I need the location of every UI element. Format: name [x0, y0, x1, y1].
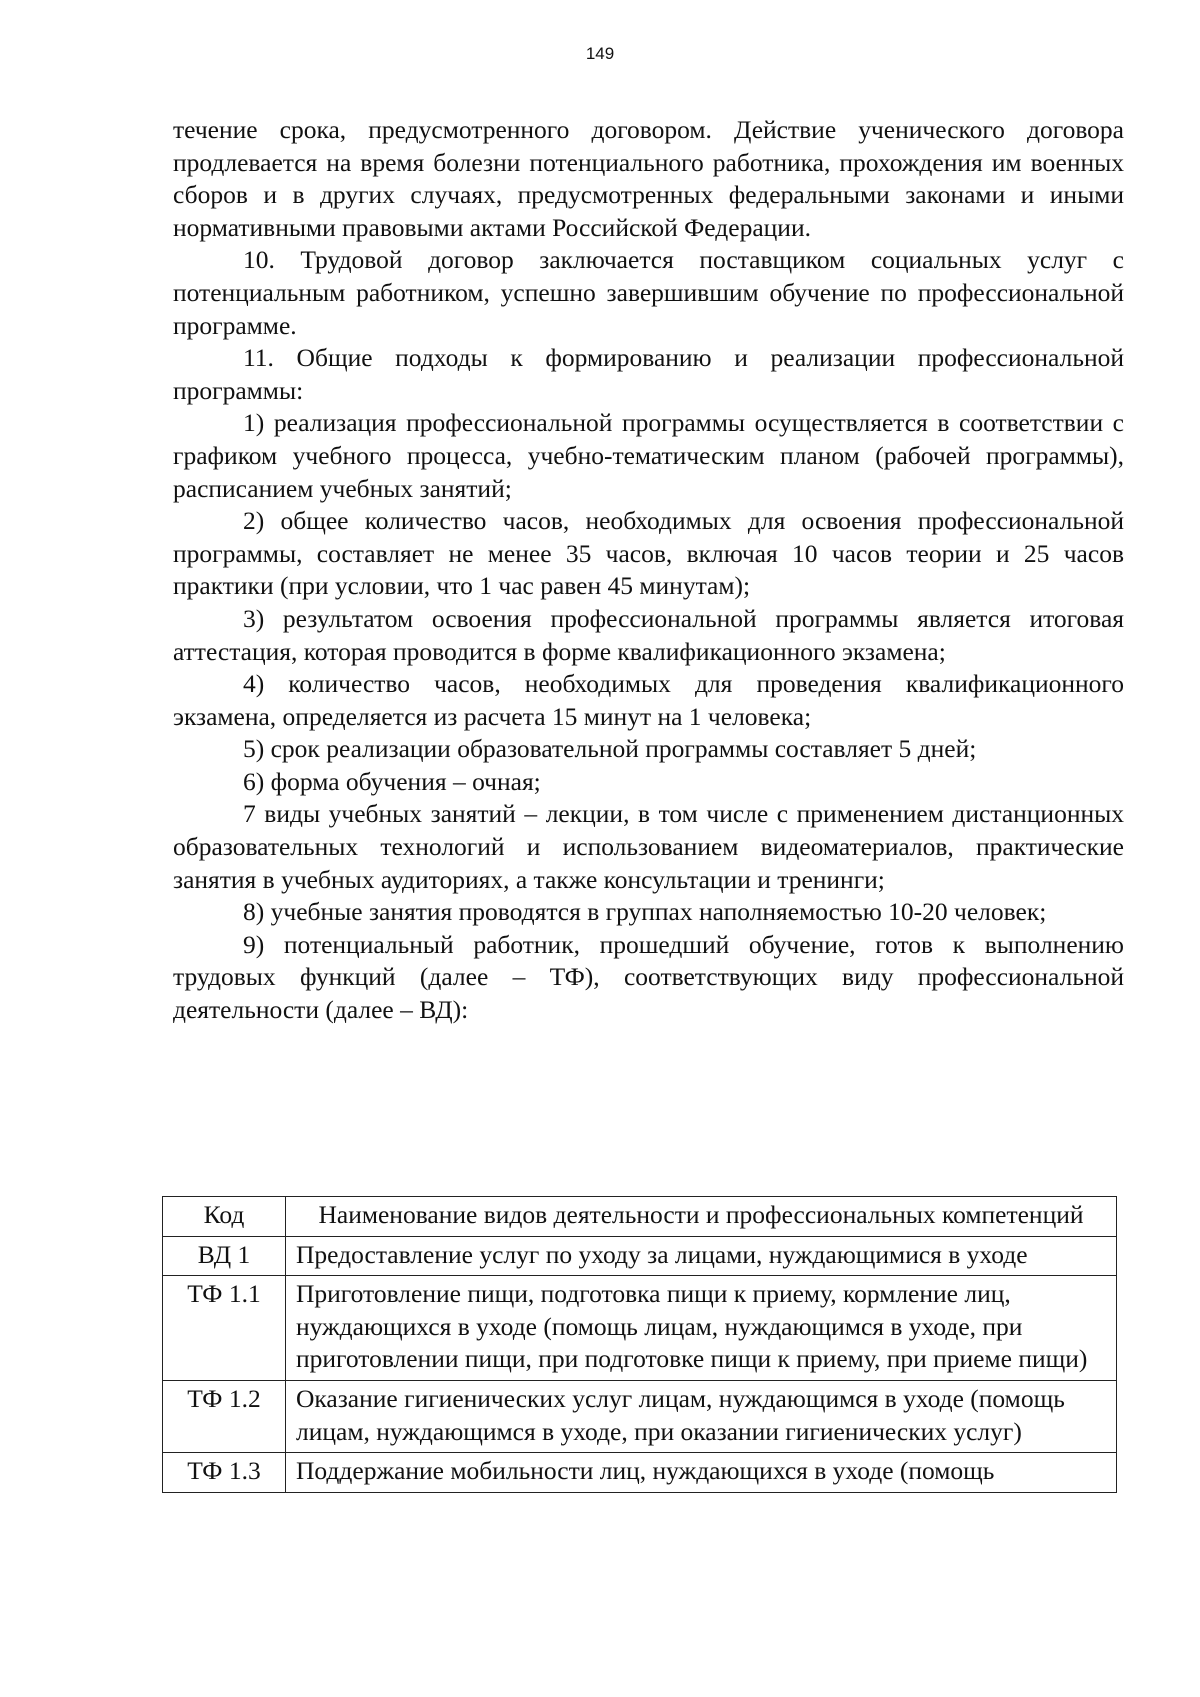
table-row	[163, 1453, 1117, 1493]
list-item: 8) учебные занятия проводятся в группах наполняемостью 10-20 человек;	[243, 897, 1047, 927]
row-name: Оказание гигиенических услуг лицам, нуждающимся в уходе (помощь лицам, нуждающимся в уходе, при оказании гигиенических услуг)	[286, 1380, 1117, 1452]
row-code: ТФ 1.2	[163, 1380, 286, 1452]
column-header-name: Наименование видов деятельности и профессиональных компетенций	[286, 1197, 1117, 1237]
row-code: ВД 1	[163, 1236, 286, 1276]
row-code: ТФ 1.1	[163, 1276, 286, 1381]
table-row	[163, 1276, 1117, 1381]
row-name: Приготовление пищи, подготовка пищи к приему, кормление лиц, нуждающихся в уходе (помощь лицам, нуждающимся в уходе, при приготовлении пищи, при подготовке пищи к приему, при приеме пищи)	[286, 1276, 1117, 1381]
list-item: 3) результатом освоения профессиональной программы является итоговая аттестация, которая проводится в форме квалификационного экзамена;	[173, 603, 1124, 666]
table-row	[163, 1380, 1117, 1452]
row-code: ТФ 1.3	[163, 1453, 286, 1493]
table-row	[163, 1236, 1117, 1276]
paragraph: 10. Трудовой договор заключается поставщиком социальных услуг с потенциальным работником, успешно завершившим обучение по профессиональной программе.	[173, 245, 1124, 340]
list-item: 6) форма обучения – очная;	[243, 766, 541, 796]
list-item: 7 виды учебных занятий – лекции, в том числе с применением дистанционных образовательных технологий и использованием видеоматериалов, практические занятия в учебных аудиториях, а также консультации и тренинги;	[173, 799, 1124, 894]
list-item: 1) реализация профессиональной программы осуществляется в соответствии с графиком учебного процесса, учебно-тематическим планом (рабочей программы), расписанием учебных занятий;	[173, 408, 1124, 503]
list-item: 9) потенциальный работник, прошедший обучение, готов к выполнению трудовых функций (далее – ТФ), соответствующих виду профессиональной деятельности (далее – ВД):	[173, 929, 1124, 1025]
list-item: 4) количество часов, необходимых для проведения квалификационного экзамена, определяется из расчета 15 минут на 1 человека;	[173, 669, 1124, 731]
competencies-table	[162, 1196, 1117, 1493]
row-name: Поддержание мобильности лиц, нуждающихся в уходе (помощь	[286, 1453, 1117, 1493]
column-header-code: Код	[163, 1197, 286, 1237]
list-item: 2) общее количество часов, необходимых для освоения профессиональной программы, составляет не менее 35 часов, включая 10 часов теории и 25 часов практики (при условии, что 1 час равен 45 минутам);	[173, 506, 1124, 601]
paragraph: 11. Общие подходы к формированию и реализации профессиональной программы:	[173, 343, 1124, 405]
paragraph: течение срока, предусмотренного договором. Действие ученического договора продлевается на время болезни потенциального работника, прохождения им военных сборов и в других случаях, предусмотренных федеральными законами и иными нормативными правовыми актами Российской Федерации.	[173, 115, 1124, 242]
list-item: 5) срок реализации образовательной программы составляет 5 дней;	[243, 734, 977, 764]
page-number: 149	[585, 44, 615, 63]
body-text	[173, 114, 1124, 1027]
table-header-row	[163, 1197, 1117, 1237]
row-name: Предоставление услуг по уходу за лицами, нуждающимися в уходе	[286, 1236, 1117, 1276]
